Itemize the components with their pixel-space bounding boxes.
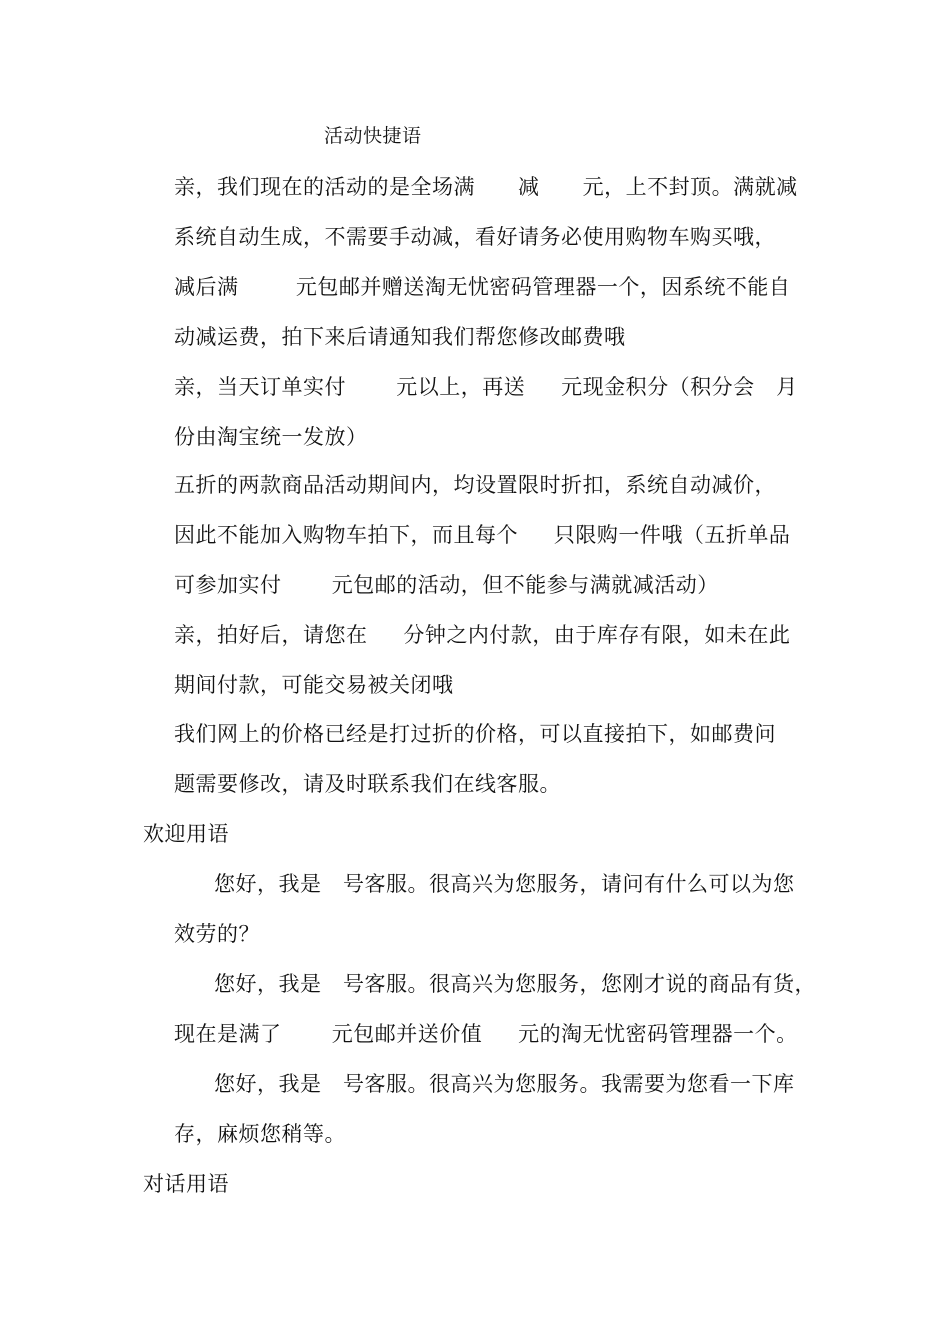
activity-line-10: 亲，拍好后，请您在 分钟之内付款，由于库存有限，如未在此 — [174, 623, 791, 647]
section-heading-welcome: 欢迎用语 — [143, 822, 229, 846]
activity-line-6: 份由淘宝统一发放） — [174, 425, 368, 449]
activity-line-1: 亲，我们现在的活动的是全场满 减 元，上不封顶。满就减 — [174, 175, 798, 199]
activity-line-7: 五折的两款商品活动期间内，均设置限时折扣，系统自动减价， — [174, 473, 776, 497]
activity-line-11: 期间付款，可能交易被关闭哦 — [174, 673, 454, 697]
activity-line-2: 系统自动生成，不需要手动减，看好请务必使用购物车购买哦， — [174, 225, 776, 249]
welcome-line-1: 您好，我是 号客服。很高兴为您服务，请问有什么可以为您 — [214, 872, 795, 896]
activity-line-8: 因此不能加入购物车拍下，而且每个 只限购一件哦（五折单品 — [174, 523, 791, 547]
welcome-line-3: 您好，我是 号客服。很高兴为您服务，您刚才说的商品有货， — [214, 972, 817, 996]
welcome-line-4: 现在是满了 元包邮并送价值 元的淘无忧密码管理器一个。 — [174, 1022, 798, 1046]
section-heading-dialog: 对话用语 — [143, 1172, 229, 1196]
activity-line-4: 动减运费，拍下来后请通知我们帮您修改邮费哦 — [174, 325, 626, 349]
activity-line-5: 亲，当天订单实付 元以上，再送 元现金积分（积分会 月 — [174, 375, 798, 399]
activity-line-12: 我们网上的价格已经是打过折的价格，可以直接拍下，如邮费问 — [174, 722, 776, 746]
activity-line-13: 题需要修改，请及时联系我们在线客服。 — [174, 772, 561, 796]
welcome-line-2: 效劳的？ — [174, 922, 260, 946]
section-title-activity: 活动快捷语 — [324, 125, 422, 147]
activity-line-3: 减后满 元包邮并赠送淘无忧密码管理器一个，因系统不能自 — [174, 275, 791, 299]
activity-line-9: 可参加实付 元包邮的活动，但不能参与满就减活动） — [174, 573, 719, 597]
welcome-line-6: 存，麻烦您稍等。 — [174, 1122, 346, 1146]
welcome-line-5: 您好，我是 号客服。很高兴为您服务。我需要为您看一下库 — [214, 1072, 795, 1096]
